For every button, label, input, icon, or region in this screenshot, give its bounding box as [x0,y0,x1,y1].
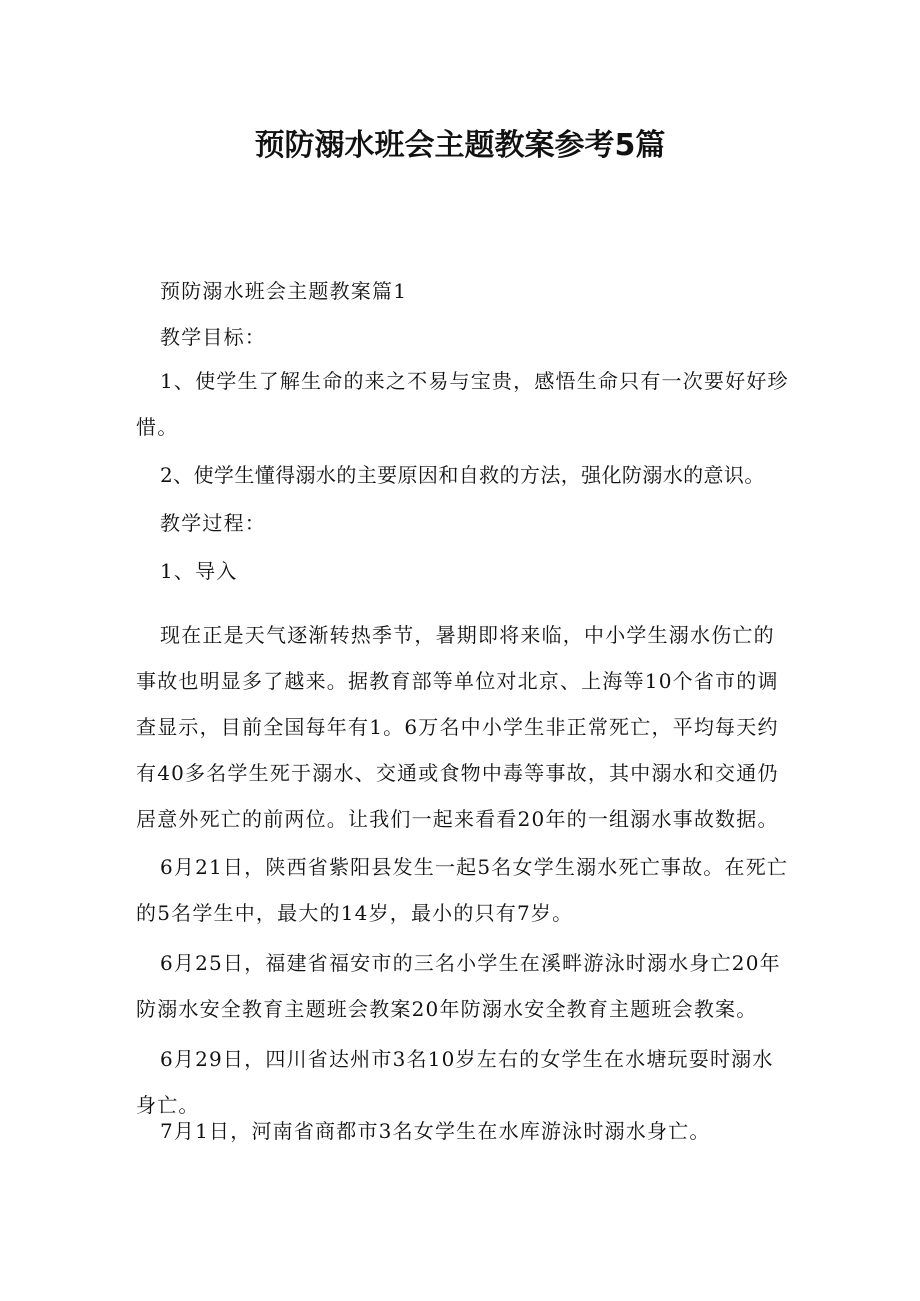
paragraph-intro-body: 现在正是天气逐渐转热季节，暑期即将来临，中小学生溺水伤亡的事故也明显多了越来。据教育部等单位对北京、上海等10个省市的调查显示，目前全国每年有1。6万名中小学生非正常死亡，平均每天约有40多名学生死于溺水、交通或食物中毒等事故，其中溺水和交通仍居意外死亡的前两位。让我们一起来看看20年的一组溺水事故数据。 [136,623,779,831]
paragraph-goal-2: 2、使学生懂得溺水的主要原因和自救的方法，强化防溺水的意识。 [160,463,765,487]
paragraph-case-0701: 7月1日，河南省商都市3名女学生在水库游泳时溺水身亡。 [160,1119,711,1143]
paragraph-teaching-process: 教学过程： [160,511,266,535]
paragraph-teaching-goals: 教学目标： [160,325,266,349]
paragraph-intro-heading: 1、导入 [160,559,238,583]
section-heading: 预防溺水班会主题教案篇1 [160,279,408,303]
paragraph-case-0625: 6月25日，福建省福安市的三名小学生在溪畔游泳时溺水身亡20年防溺水安全教育主题班会教案20年防溺水安全教育主题班会教案。 [136,951,781,1021]
paragraph-goal-1: 1、使学生了解生命的来之不易与宝贵，感悟生命只有一次要好好珍惜。 [136,369,789,439]
paragraph-case-0621: 6月21日，陕西省紫阳县发生一起5名女学生溺水死亡事故。在死亡的5名学生中，最大的14岁，最小的只有7岁。 [136,855,789,925]
document-title: 预防溺水班会主题教案参考5篇 [254,128,666,163]
paragraph-case-0629: 6月29日，四川省达州市3名10岁左右的女学生在水塘玩耍时溺水身亡。 [136,1047,774,1117]
